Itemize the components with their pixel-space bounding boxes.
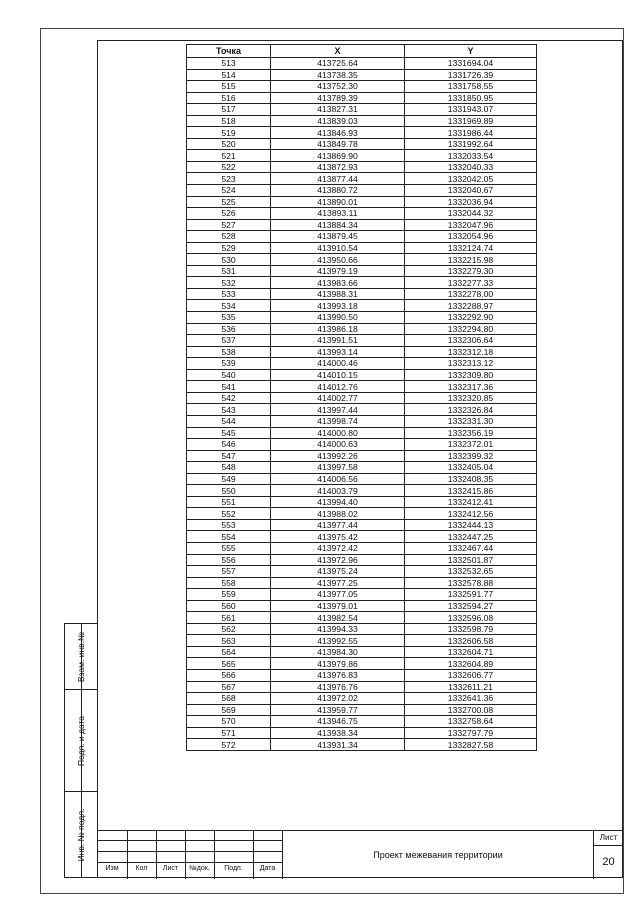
table-row	[187, 589, 537, 601]
y-cell: 1332372.01	[405, 439, 537, 451]
table-row	[187, 173, 537, 185]
x-cell: 413988.02	[271, 508, 405, 520]
y-cell: 1331943.07	[405, 104, 537, 116]
table-row	[187, 300, 537, 312]
table-row	[187, 739, 537, 751]
table-row	[187, 473, 537, 485]
x-cell: 413752.30	[271, 81, 405, 93]
y-cell: 1332594.27	[405, 600, 537, 612]
table-row	[187, 335, 537, 347]
point-cell: 519	[187, 127, 271, 139]
table-row	[187, 185, 537, 197]
x-cell: 413988.31	[271, 288, 405, 300]
table-row	[187, 646, 537, 658]
y-cell: 1331694.04	[405, 58, 537, 70]
y-cell: 1332447.25	[405, 531, 537, 543]
table-row	[187, 219, 537, 231]
y-cell: 1332294.80	[405, 323, 537, 335]
x-cell: 413979.86	[271, 658, 405, 670]
table-row	[187, 92, 537, 104]
point-cell: 536	[187, 323, 271, 335]
left-side-strip	[64, 623, 97, 878]
x-cell: 413959.77	[271, 704, 405, 716]
x-cell: 413950.66	[271, 254, 405, 266]
x-cell: 414003.79	[271, 485, 405, 497]
x-cell: 414000.80	[271, 427, 405, 439]
table-row	[187, 669, 537, 681]
x-cell: 413972.02	[271, 693, 405, 705]
table-row	[187, 104, 537, 116]
y-cell: 1332412.41	[405, 496, 537, 508]
x-cell: 413972.42	[271, 542, 405, 554]
x-cell: 413998.74	[271, 415, 405, 427]
y-cell: 1332405.04	[405, 462, 537, 474]
x-cell: 413977.44	[271, 519, 405, 531]
stamp-label-ndok: №док.	[189, 865, 210, 872]
table-row	[187, 231, 537, 243]
table-row	[187, 208, 537, 220]
stamp-line	[97, 840, 282, 841]
point-cell: 570	[187, 716, 271, 728]
x-cell: 413990.50	[271, 312, 405, 324]
stamp-label-data: Дата	[259, 865, 276, 872]
table-row	[187, 485, 537, 497]
table-row	[187, 693, 537, 705]
point-cell: 553	[187, 519, 271, 531]
sheet-number: 20	[602, 856, 615, 868]
stamp-grid	[97, 831, 282, 879]
title-block	[97, 830, 623, 878]
table-row	[187, 381, 537, 393]
y-cell: 1332467.44	[405, 542, 537, 554]
y-cell: 1332320.85	[405, 392, 537, 404]
x-cell: 413975.24	[271, 566, 405, 578]
point-cell: 549	[187, 473, 271, 485]
vzam-inv-cell	[65, 624, 97, 690]
table-header-row	[187, 45, 537, 58]
table-row	[187, 312, 537, 324]
point-cell: 520	[187, 138, 271, 150]
sheet-label: Лист	[594, 831, 623, 846]
header-y: Y	[405, 45, 537, 58]
table-row	[187, 531, 537, 543]
table-row	[187, 127, 537, 139]
point-cell: 532	[187, 277, 271, 289]
podp-data-label: Подп. и дата	[76, 715, 86, 766]
point-cell: 518	[187, 115, 271, 127]
y-cell: 1332444.13	[405, 519, 537, 531]
point-cell: 527	[187, 219, 271, 231]
point-cell: 562	[187, 623, 271, 635]
x-cell: 413877.44	[271, 173, 405, 185]
table-row	[187, 161, 537, 173]
stamp-label-list: Лист	[162, 865, 179, 872]
x-cell: 414000.46	[271, 358, 405, 370]
table-row	[187, 138, 537, 150]
point-cell: 561	[187, 612, 271, 624]
y-cell: 1331986.44	[405, 127, 537, 139]
point-cell: 552	[187, 508, 271, 520]
table-row	[187, 346, 537, 358]
x-cell: 413993.14	[271, 346, 405, 358]
x-cell: 413991.51	[271, 335, 405, 347]
y-cell: 1332277.33	[405, 277, 537, 289]
x-cell: 413979.01	[271, 600, 405, 612]
x-cell: 414012.76	[271, 381, 405, 393]
x-cell: 413884.34	[271, 219, 405, 231]
table-row	[187, 242, 537, 254]
point-cell: 568	[187, 693, 271, 705]
x-cell: 413994.33	[271, 623, 405, 635]
inv-podl-label: Инв. № подл.	[76, 808, 86, 861]
point-cell: 564	[187, 646, 271, 658]
x-cell: 413931.34	[271, 739, 405, 751]
point-cell: 569	[187, 704, 271, 716]
vzam-inv-label: Взам. инв.№	[76, 631, 86, 682]
point-cell: 544	[187, 415, 271, 427]
point-cell: 559	[187, 589, 271, 601]
y-cell: 1332604.89	[405, 658, 537, 670]
y-cell: 1332278.00	[405, 288, 537, 300]
x-cell: 414000.63	[271, 439, 405, 451]
table-row	[187, 58, 537, 70]
y-cell: 1332042.05	[405, 173, 537, 185]
table-row	[187, 404, 537, 416]
y-cell: 1332317.36	[405, 381, 537, 393]
x-cell: 413976.76	[271, 681, 405, 693]
table-row	[187, 600, 537, 612]
point-cell: 547	[187, 450, 271, 462]
x-cell: 414006.56	[271, 473, 405, 485]
stamp-line	[97, 851, 282, 852]
point-cell: 513	[187, 58, 271, 70]
x-cell: 413992.55	[271, 635, 405, 647]
y-cell: 1332596.08	[405, 612, 537, 624]
y-cell: 1332797.79	[405, 727, 537, 739]
point-cell: 557	[187, 566, 271, 578]
x-cell: 413846.93	[271, 127, 405, 139]
point-cell: 567	[187, 681, 271, 693]
x-cell: 413879.45	[271, 231, 405, 243]
x-cell: 413849.78	[271, 138, 405, 150]
table-row	[187, 265, 537, 277]
y-cell: 1331850.95	[405, 92, 537, 104]
x-cell: 413997.58	[271, 462, 405, 474]
y-cell: 1332036.94	[405, 196, 537, 208]
y-cell: 1332415.86	[405, 485, 537, 497]
x-cell: 413869.90	[271, 150, 405, 162]
point-cell: 539	[187, 358, 271, 370]
x-cell: 413880.72	[271, 185, 405, 197]
y-cell: 1332611.21	[405, 681, 537, 693]
table-row	[187, 704, 537, 716]
table-row	[187, 508, 537, 520]
table-row	[187, 716, 537, 728]
x-cell: 413725.64	[271, 58, 405, 70]
y-cell: 1332641.36	[405, 693, 537, 705]
y-cell: 1332313.12	[405, 358, 537, 370]
x-cell: 413946.75	[271, 716, 405, 728]
table-row	[187, 635, 537, 647]
x-cell: 413983.66	[271, 277, 405, 289]
y-cell: 1332288.97	[405, 300, 537, 312]
x-cell: 413872.93	[271, 161, 405, 173]
y-cell: 1332040.33	[405, 161, 537, 173]
table-row	[187, 358, 537, 370]
x-cell: 413984.30	[271, 646, 405, 658]
point-cell: 542	[187, 392, 271, 404]
stamp-label-izm: Изм	[105, 865, 119, 872]
x-cell: 414010.15	[271, 369, 405, 381]
y-cell: 1332356.19	[405, 427, 537, 439]
x-cell: 413938.34	[271, 727, 405, 739]
table-row	[187, 612, 537, 624]
document-title: Проект межевания территории	[282, 831, 593, 879]
table-row	[187, 69, 537, 81]
point-cell: 529	[187, 242, 271, 254]
table-row	[187, 623, 537, 635]
x-cell: 413975.42	[271, 531, 405, 543]
point-cell: 535	[187, 312, 271, 324]
x-cell: 413827.31	[271, 104, 405, 116]
table-row	[187, 439, 537, 451]
point-cell: 530	[187, 254, 271, 266]
table-row	[187, 658, 537, 670]
y-cell: 1331992.64	[405, 138, 537, 150]
table-row	[187, 81, 537, 93]
point-cell: 546	[187, 439, 271, 451]
table-row	[187, 288, 537, 300]
table-row	[187, 150, 537, 162]
y-cell: 1332040.67	[405, 185, 537, 197]
y-cell: 1332306.64	[405, 335, 537, 347]
y-cell: 1332309.80	[405, 369, 537, 381]
x-cell: 413979.19	[271, 265, 405, 277]
table-row	[187, 196, 537, 208]
x-cell: 413994.40	[271, 496, 405, 508]
y-cell: 1332412.56	[405, 508, 537, 520]
y-cell: 1332124.74	[405, 242, 537, 254]
x-cell: 413977.25	[271, 577, 405, 589]
y-cell: 1332758.64	[405, 716, 537, 728]
table-row	[187, 427, 537, 439]
point-cell: 543	[187, 404, 271, 416]
point-cell: 515	[187, 81, 271, 93]
point-cell: 555	[187, 542, 271, 554]
x-cell: 413738.35	[271, 69, 405, 81]
stamp-label-kol: Кол	[135, 865, 148, 872]
point-cell: 534	[187, 300, 271, 312]
point-cell: 545	[187, 427, 271, 439]
x-cell: 413982.54	[271, 612, 405, 624]
inv-podl-cell	[65, 792, 97, 877]
point-cell: 558	[187, 577, 271, 589]
point-cell: 531	[187, 265, 271, 277]
y-cell: 1332331.30	[405, 415, 537, 427]
point-cell: 551	[187, 496, 271, 508]
table-row	[187, 369, 537, 381]
point-cell: 554	[187, 531, 271, 543]
coordinates-table	[186, 44, 537, 751]
point-cell: 517	[187, 104, 271, 116]
point-cell: 556	[187, 554, 271, 566]
y-cell: 1332591.77	[405, 589, 537, 601]
y-cell: 1332700.08	[405, 704, 537, 716]
y-cell: 1331726.39	[405, 69, 537, 81]
y-cell: 1332578.88	[405, 577, 537, 589]
point-cell: 537	[187, 335, 271, 347]
x-cell: 413977.05	[271, 589, 405, 601]
y-cell: 1332606.58	[405, 635, 537, 647]
y-cell: 1332604.71	[405, 646, 537, 658]
point-cell: 540	[187, 369, 271, 381]
y-cell: 1332292.90	[405, 312, 537, 324]
y-cell: 1331758.55	[405, 81, 537, 93]
y-cell: 1332399.32	[405, 450, 537, 462]
x-cell: 413839.03	[271, 115, 405, 127]
x-cell: 413993.18	[271, 300, 405, 312]
x-cell: 413986.18	[271, 323, 405, 335]
y-cell: 1332598.79	[405, 623, 537, 635]
table-row	[187, 727, 537, 739]
table-row	[187, 519, 537, 531]
x-cell: 413910.54	[271, 242, 405, 254]
point-cell: 548	[187, 462, 271, 474]
point-cell: 571	[187, 727, 271, 739]
point-cell: 528	[187, 231, 271, 243]
point-cell: 566	[187, 669, 271, 681]
y-cell: 1332054.96	[405, 231, 537, 243]
table-row	[187, 496, 537, 508]
x-cell: 413890.01	[271, 196, 405, 208]
x-cell: 413893.11	[271, 208, 405, 220]
point-cell: 522	[187, 161, 271, 173]
point-cell: 565	[187, 658, 271, 670]
y-cell: 1332312.18	[405, 346, 537, 358]
header-x: X	[271, 45, 405, 58]
point-cell: 560	[187, 600, 271, 612]
x-cell: 413992.26	[271, 450, 405, 462]
y-cell: 1332215.98	[405, 254, 537, 266]
x-cell: 413789.39	[271, 92, 405, 104]
table-row	[187, 415, 537, 427]
point-cell: 525	[187, 196, 271, 208]
header-point: Точка	[187, 45, 271, 58]
table-row	[187, 254, 537, 266]
table-row	[187, 462, 537, 474]
point-cell: 550	[187, 485, 271, 497]
x-cell: 413976.83	[271, 669, 405, 681]
y-cell: 1332606.77	[405, 669, 537, 681]
stamp-label-podp: Подп.	[224, 865, 243, 872]
sheet-number-box	[593, 831, 623, 879]
point-cell: 533	[187, 288, 271, 300]
table-row	[187, 554, 537, 566]
y-cell: 1332408.35	[405, 473, 537, 485]
y-cell: 1332501.87	[405, 554, 537, 566]
point-cell: 521	[187, 150, 271, 162]
table-row	[187, 577, 537, 589]
x-cell: 413997.44	[271, 404, 405, 416]
table-row	[187, 450, 537, 462]
y-cell: 1331969.89	[405, 115, 537, 127]
table-row	[187, 392, 537, 404]
stamp-line	[97, 862, 282, 863]
podp-data-cell	[65, 690, 97, 792]
x-cell: 413972.96	[271, 554, 405, 566]
table-row	[187, 542, 537, 554]
y-cell: 1332279.30	[405, 265, 537, 277]
table-row	[187, 566, 537, 578]
y-cell: 1332827.58	[405, 739, 537, 751]
y-cell: 1332033.54	[405, 150, 537, 162]
point-cell: 563	[187, 635, 271, 647]
table-row	[187, 115, 537, 127]
point-cell: 524	[187, 185, 271, 197]
y-cell: 1332044.32	[405, 208, 537, 220]
y-cell: 1332532.65	[405, 566, 537, 578]
point-cell: 523	[187, 173, 271, 185]
table-row	[187, 323, 537, 335]
table-row	[187, 277, 537, 289]
point-cell: 572	[187, 739, 271, 751]
point-cell: 538	[187, 346, 271, 358]
y-cell: 1332326.84	[405, 404, 537, 416]
point-cell: 516	[187, 92, 271, 104]
point-cell: 526	[187, 208, 271, 220]
point-cell: 541	[187, 381, 271, 393]
point-cell: 514	[187, 69, 271, 81]
y-cell: 1332047.96	[405, 219, 537, 231]
table-row	[187, 681, 537, 693]
x-cell: 414002.77	[271, 392, 405, 404]
